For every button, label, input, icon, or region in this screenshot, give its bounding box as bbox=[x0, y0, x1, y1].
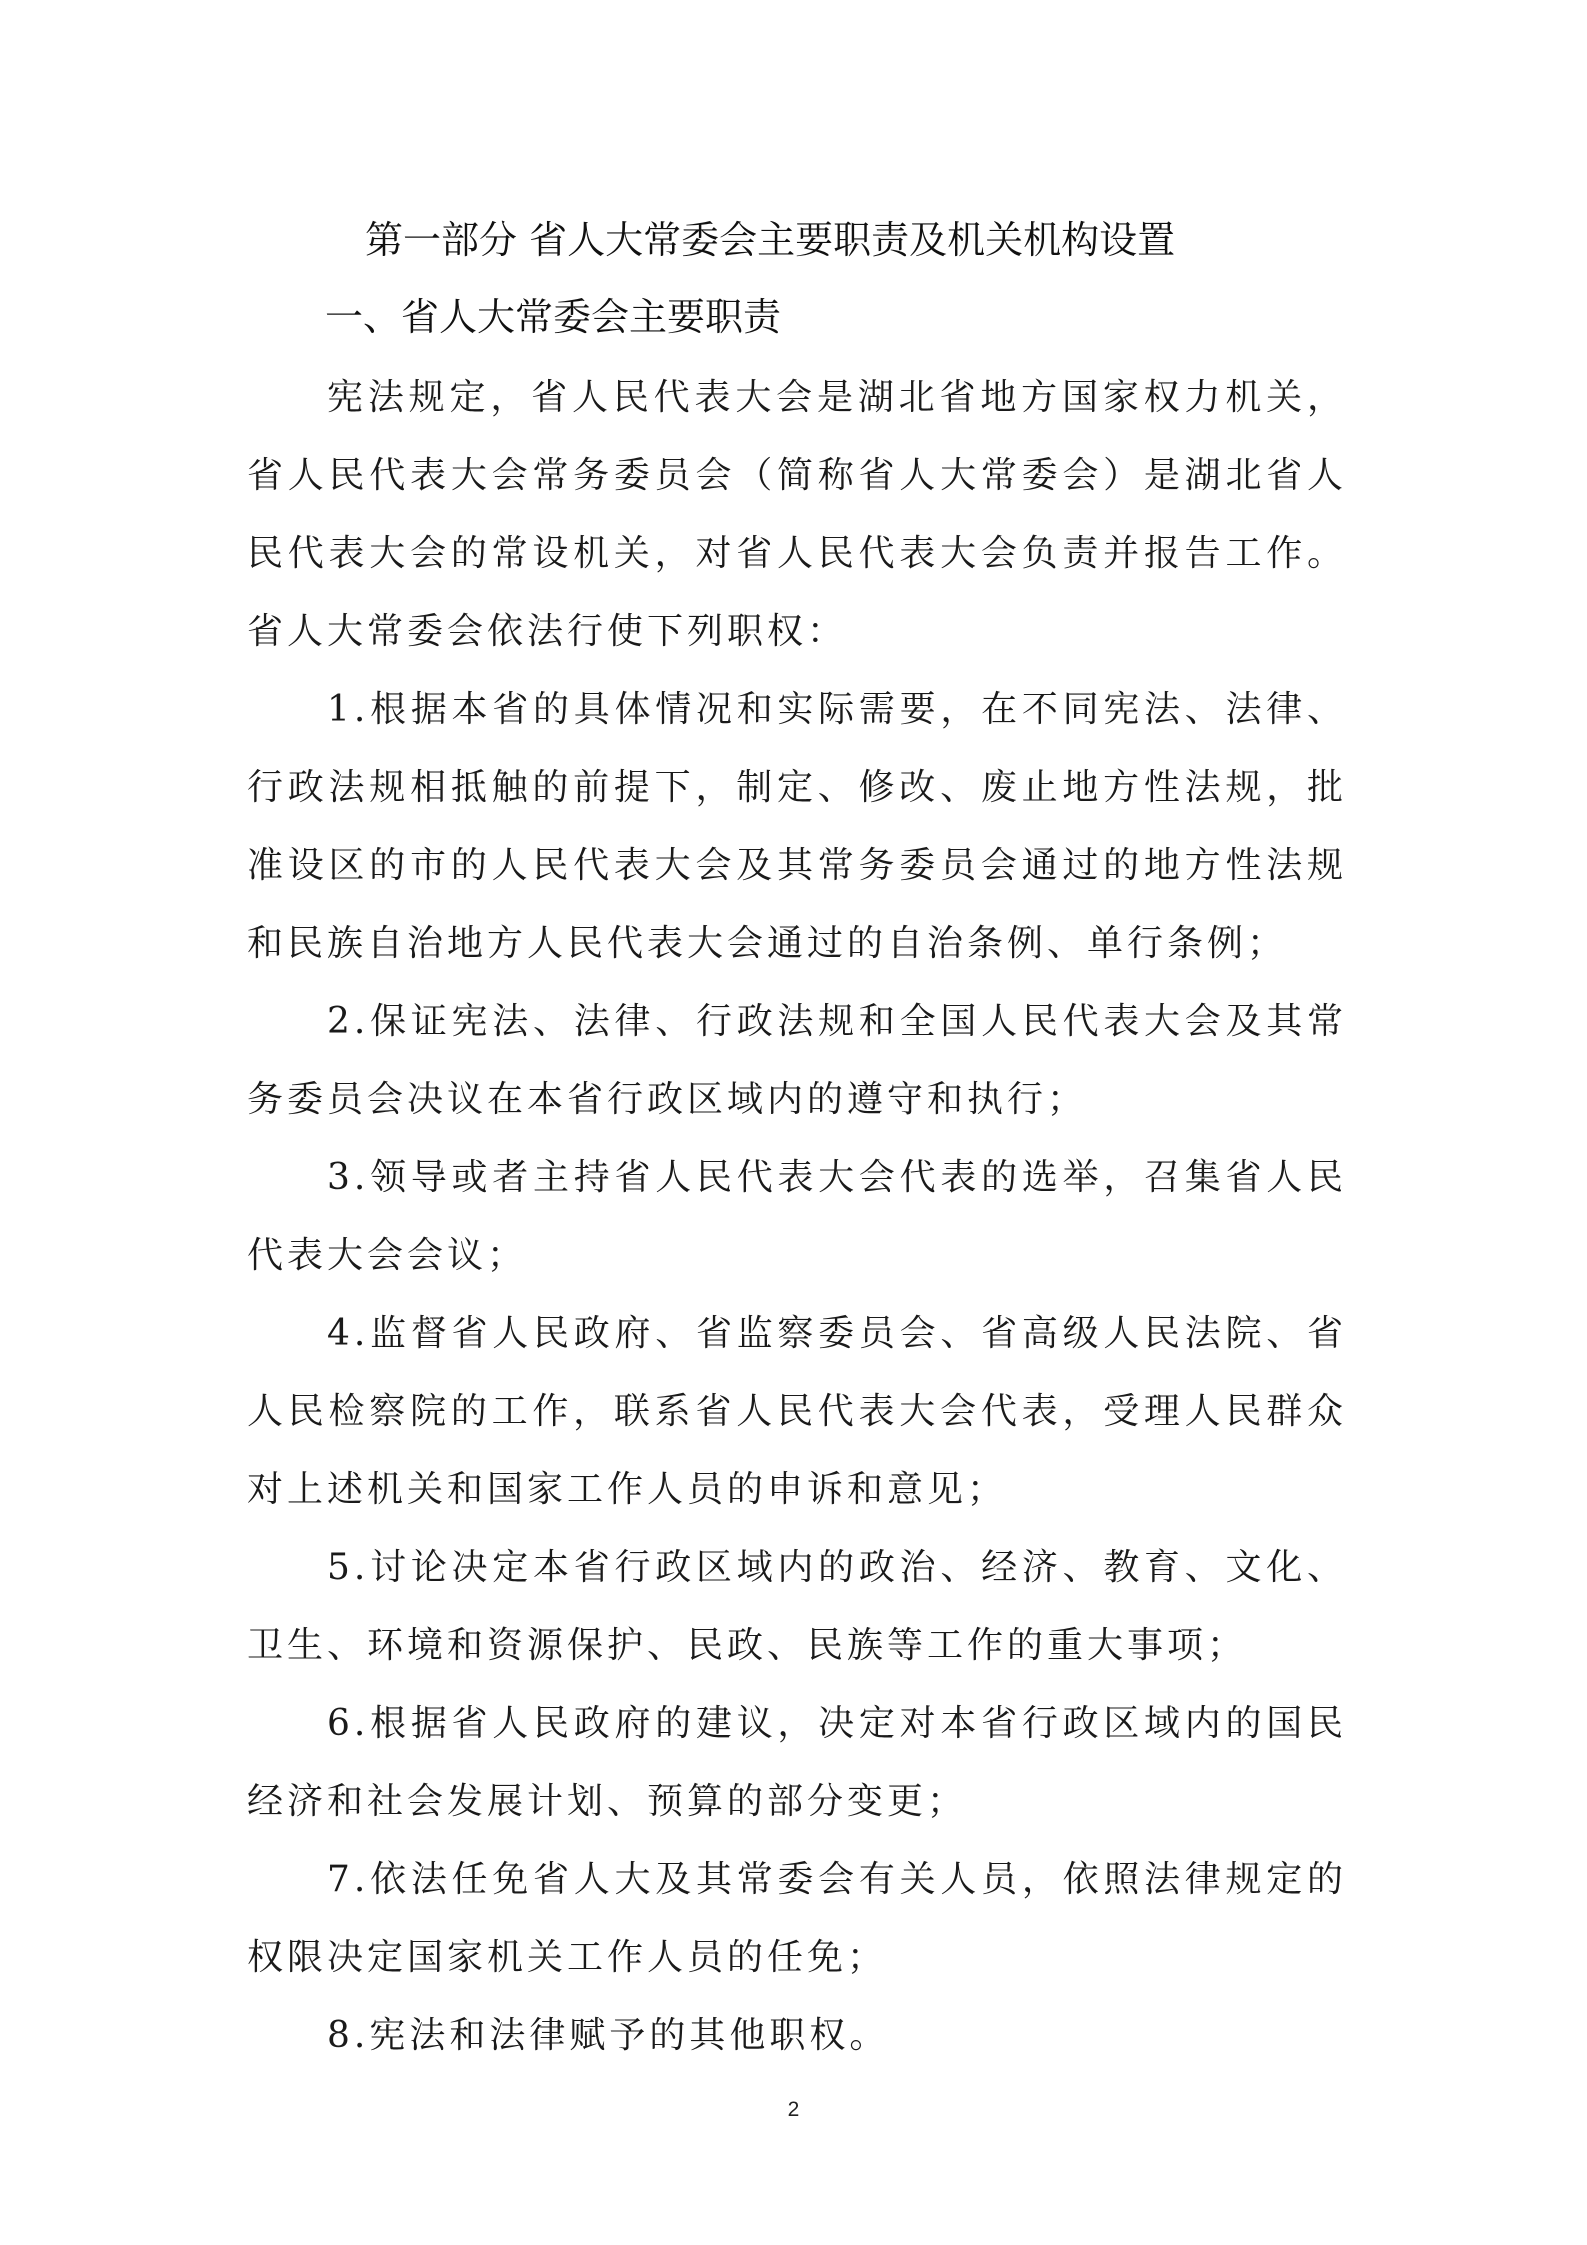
duty-item-4: 4.监督省人民政府、省监察委员会、省高级人民法院、省人民检察院的工作，联系省人民代表大会代表，受理人民群众对上述机关和国家工作人员的申诉和意见； bbox=[247, 1313, 1347, 1510]
duty-item-3: 3.领导或者主持省人民代表大会代表的选举，召集省人民代表大会会议； bbox=[247, 1157, 1347, 1276]
duty-item-7: 7.依法任免省人大及其常委会有关人员，依照法律规定的权限决定国家机关工作人员的任免； bbox=[247, 1859, 1347, 1978]
duty-item-5: 5.讨论决定本省行政区域内的政治、经济、教育、文化、卫生、环境和资源保护、民政、民族等工作的重大事项； bbox=[247, 1547, 1347, 1666]
duty-item-2: 2.保证宪法、法律、行政法规和全国人民代表大会及其常务委员会决议在本省行政区域内的遵守和执行； bbox=[247, 1001, 1347, 1120]
duty-item-8: 8.宪法和法律赋予的其他职权。 bbox=[327, 2015, 890, 2056]
duty-item-6: 6.根据省人民政府的建议，决定对本省行政区域内的国民经济和社会发展计划、预算的部分变更； bbox=[247, 1703, 1347, 1822]
body-text bbox=[247, 359, 1347, 2075]
part-title: 第一部分 省人大常委会主要职责及机关机构设置 bbox=[365, 218, 1176, 262]
page-number: 2 bbox=[787, 2098, 800, 2121]
duty-item-1: 1.根据本省的具体情况和实际需要，在不同宪法、法律、行政法规相抵触的前提下，制定、修改、废止地方性法规，批准设区的市的人民代表大会及其常务委员会通过的地方性法规和民族自治地方人民代表大会通过的自治条例、单行条例； bbox=[247, 689, 1347, 964]
intro-paragraph: 宪法规定，省人民代表大会是湖北省地方国家权力机关，省人民代表大会常务委员会（简称省人大常委会）是湖北省人民代表大会的常设机关，对省人民代表大会负责并报告工作。省人大常委会依法行使下列职权： bbox=[247, 377, 1347, 652]
section-title: 一、省人大常委会主要职责 bbox=[325, 295, 782, 339]
